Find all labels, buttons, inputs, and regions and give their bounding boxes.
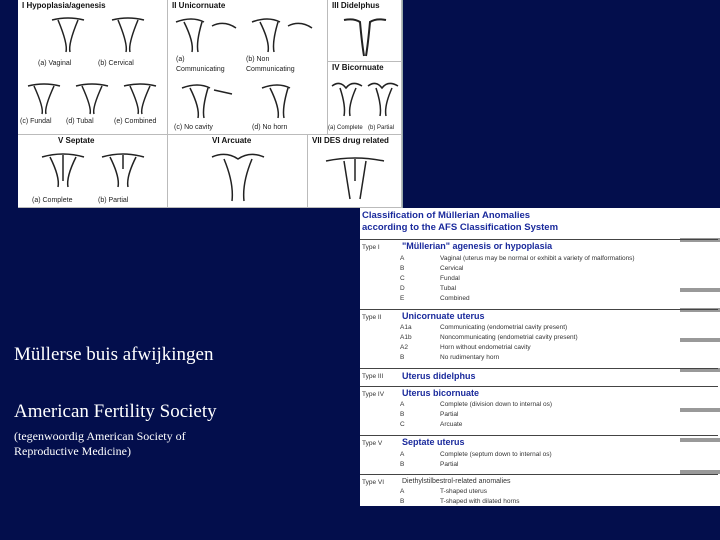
cell-des	[308, 135, 402, 208]
cell-title: V Septate	[58, 136, 95, 145]
cell-title: VII DES drug related	[312, 136, 389, 145]
uterus-illustration	[248, 14, 318, 54]
uterus-illustration	[366, 78, 400, 118]
uterus-illustration	[48, 14, 88, 54]
cell-title: IV Bicornuate	[332, 63, 384, 72]
type-label: Type I	[362, 244, 380, 251]
subtype-desc: Vaginal (uterus may be normal or exhibit a variety of malformations)	[440, 255, 635, 262]
subtype-desc: Partial	[440, 411, 459, 418]
afs-classification-table	[360, 208, 720, 506]
label: (a) Complete	[328, 125, 363, 131]
cell-septate	[18, 135, 168, 208]
subtype-code: A	[400, 255, 405, 262]
label: (d) No horn	[252, 124, 288, 131]
label: (c) No cavity	[174, 124, 213, 131]
type-heading: Unicornuate uterus	[402, 311, 485, 321]
uterus-illustration	[108, 14, 148, 54]
table-title-line2: according to the AFS Classification System	[362, 222, 559, 233]
type-label: Type VI	[362, 479, 385, 486]
subtype-desc: Horn without endometrial cavity	[440, 344, 531, 351]
label: (a)	[176, 56, 185, 63]
subtype-code: B	[400, 411, 405, 418]
label: Communicating	[246, 66, 295, 73]
subtype-code: A2	[400, 344, 408, 351]
uterine-anomalies-diagram	[18, 0, 403, 208]
type-label: Type IV	[362, 391, 385, 398]
label: (e) Combined	[114, 118, 157, 125]
type-label: Type III	[362, 373, 384, 380]
subtype-code: B	[400, 498, 405, 505]
cell-title: III Didelphus	[332, 1, 380, 10]
label: (b) Non	[246, 56, 270, 63]
type-heading: Diethylstilbestrol-related anomalies	[402, 478, 511, 485]
subtype-desc: Complete (division down to internal os)	[440, 401, 552, 408]
cell-title: I Hypoplasia/agenesis	[22, 1, 106, 10]
uterus-illustration	[208, 149, 268, 203]
subtype-desc: T-shaped uterus	[440, 488, 487, 495]
subtype-desc: Cervical	[440, 265, 464, 272]
label: (d) Tubal	[66, 118, 94, 125]
cell-didelphus	[328, 0, 402, 62]
uterus-illustration	[24, 80, 64, 116]
subtype-code: A	[400, 488, 405, 495]
table-margin-rules	[680, 208, 720, 506]
subtype-code: A1b	[400, 334, 412, 341]
uterus-illustration	[330, 78, 364, 118]
label: (a) Complete	[32, 197, 73, 204]
uterus-illustration	[320, 151, 390, 201]
uterus-illustration	[72, 80, 112, 116]
uterus-illustration	[340, 14, 390, 58]
divider	[360, 435, 718, 436]
slide-subtext-asrm: (tegenwoordig American Society of Reproductive Medicine)	[14, 429, 186, 458]
subtype-desc: Partial	[440, 461, 459, 468]
subtype-code: A1a	[400, 324, 412, 331]
subtype-desc: Fundal	[440, 275, 460, 282]
subtype-code: B	[400, 265, 405, 272]
subtype-code: D	[400, 285, 405, 292]
subtype-desc: Noncommunicating (endometrial cavity present)	[440, 334, 578, 341]
label: Communicating	[176, 66, 225, 73]
label: (c) Fundal	[20, 118, 52, 125]
table-title-line1: Classification of Müllerian Anomalies	[362, 210, 531, 221]
subtype-desc: Combined	[440, 295, 470, 302]
uterus-illustration	[172, 14, 242, 54]
label: (a) Vaginal	[38, 60, 72, 67]
slide-heading-mullerian: Müllerse buis afwijkingen	[14, 344, 214, 365]
cell-unicornuate	[168, 0, 328, 135]
subtype-desc: Communicating (endometrial cavity present)	[440, 324, 568, 331]
subtype-code: A	[400, 451, 405, 458]
subtype-desc: No rudimentary horn	[440, 354, 500, 361]
subtype-desc: Arcuate	[440, 421, 463, 428]
slide-heading-afs: American Fertility Society	[14, 401, 217, 422]
subtype-code: A	[400, 401, 405, 408]
cell-hypoplasia	[18, 0, 168, 135]
table-title	[362, 210, 558, 234]
divider	[360, 474, 718, 475]
subtype-code: E	[400, 295, 405, 302]
subtype-desc: Tubal	[440, 285, 457, 292]
cell-title: VI Arcuate	[212, 136, 252, 145]
subtype-code: C	[400, 275, 405, 282]
label: (b) Partial	[98, 197, 129, 204]
divider	[360, 386, 718, 387]
subtype-code: B	[400, 354, 405, 361]
type-label: Type V	[362, 440, 383, 447]
subtype-desc: T-shaped with dilated horns	[440, 498, 520, 505]
uterus-illustration	[98, 149, 148, 189]
divider	[360, 309, 718, 310]
subtype-code: C	[400, 421, 405, 428]
divider	[360, 239, 718, 240]
cell-arcuate	[168, 135, 308, 208]
subtype-code: B	[400, 461, 405, 468]
type-heading: "Müllerian" agenesis or hypoplasia	[402, 241, 553, 251]
uterus-illustration	[258, 80, 308, 120]
uterus-illustration	[178, 80, 238, 120]
label: (b) Cervical	[98, 60, 134, 67]
subtype-desc: Complete (septum down to internal os)	[440, 451, 552, 458]
cell-bicornuate	[328, 62, 402, 135]
divider	[360, 368, 718, 369]
label: (b) Partial	[368, 125, 395, 131]
uterus-illustration	[38, 149, 88, 189]
type-heading: Uterus bicornuate	[402, 388, 480, 398]
type-heading: Uterus didelphus	[402, 371, 476, 381]
type-heading: Septate uterus	[402, 437, 465, 447]
uterus-illustration	[120, 80, 160, 116]
cell-title: II Unicornuate	[172, 1, 226, 10]
type-label: Type II	[362, 314, 382, 321]
